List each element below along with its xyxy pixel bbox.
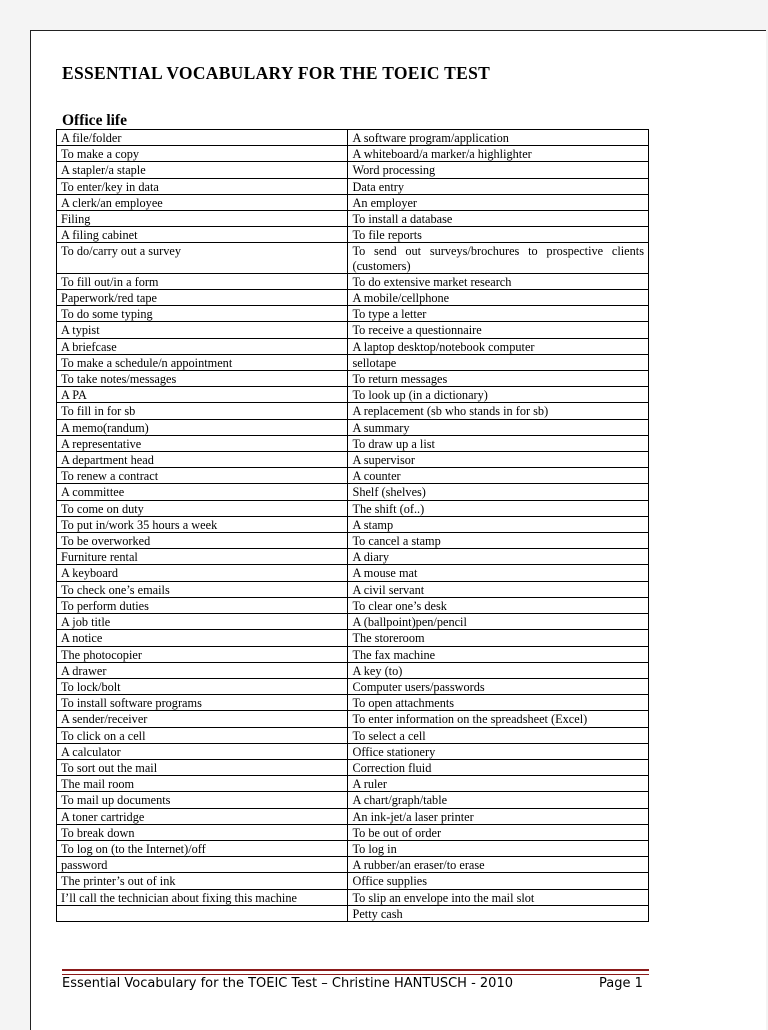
term-cell: A PA (57, 387, 348, 403)
table-row (57, 824, 649, 840)
term-cell-right: An ink-jet/a laser printer (348, 808, 649, 824)
table-row (57, 484, 649, 500)
footer-text: Essential Vocabulary for the TOEIC Test – Christine HANTUSCH - 2010 (62, 976, 513, 991)
table-row (57, 273, 649, 289)
term-cell-right: Data entry (348, 178, 649, 194)
term-cell-right: A laptop desktop/notebook computer (348, 338, 649, 354)
table-row (57, 419, 649, 435)
term-cell-right: To open attachments (348, 695, 649, 711)
table-row (57, 792, 649, 808)
table-row (57, 178, 649, 194)
term-cell-right: A software program/application (348, 130, 649, 146)
section-heading: Office life (62, 112, 127, 129)
table-row (57, 354, 649, 370)
table-row (57, 468, 649, 484)
vocabulary-table-body (57, 130, 649, 922)
table-row (57, 533, 649, 549)
vocabulary-table (56, 129, 649, 922)
term-cell: To click on a cell (57, 727, 348, 743)
term-cell-right: A ruler (348, 776, 649, 792)
term-cell: A clerk/an employee (57, 194, 348, 210)
term-cell-right: A mobile/cellphone (348, 290, 649, 306)
term-cell: To break down (57, 824, 348, 840)
table-row (57, 290, 649, 306)
term-cell-right: A diary (348, 549, 649, 565)
term-cell-right: Correction fluid (348, 759, 649, 775)
term-cell-right: Office stationery (348, 743, 649, 759)
term-cell: To make a schedule/n appointment (57, 354, 348, 370)
term-cell-right: A civil servant (348, 581, 649, 597)
term-cell-right: Word processing (348, 162, 649, 178)
term-cell: To do/carry out a survey (57, 243, 348, 273)
term-cell-right: To type a letter (348, 306, 649, 322)
term-cell-right: To clear one’s desk (348, 597, 649, 613)
table-row (57, 452, 649, 468)
term-cell: A memo(randum) (57, 419, 348, 435)
table-row (57, 146, 649, 162)
term-cell-right: sellotape (348, 354, 649, 370)
table-row (57, 646, 649, 662)
term-cell: A keyboard (57, 565, 348, 581)
term-cell: The photocopier (57, 646, 348, 662)
table-row (57, 227, 649, 243)
term-cell: To renew a contract (57, 468, 348, 484)
term-cell: To lock/bolt (57, 678, 348, 694)
term-cell: A committee (57, 484, 348, 500)
table-row (57, 243, 649, 273)
term-cell: To install software programs (57, 695, 348, 711)
term-cell-right: A chart/graph/table (348, 792, 649, 808)
term-cell: A drawer (57, 662, 348, 678)
term-cell-right: To look up (in a dictionary) (348, 387, 649, 403)
term-cell: To put in/work 35 hours a week (57, 516, 348, 532)
table-row (57, 662, 649, 678)
term-cell: To check one’s emails (57, 581, 348, 597)
term-cell-right: A summary (348, 419, 649, 435)
term-cell (57, 905, 348, 921)
term-cell: To log on (to the Internet)/off (57, 840, 348, 856)
term-cell: A file/folder (57, 130, 348, 146)
term-cell: password (57, 857, 348, 873)
term-cell: A department head (57, 452, 348, 468)
term-cell-right: A stamp (348, 516, 649, 532)
term-cell-right: Shelf (shelves) (348, 484, 649, 500)
table-row (57, 759, 649, 775)
term-cell: To be overworked (57, 533, 348, 549)
term-cell-right: A rubber/an eraser/to erase (348, 857, 649, 873)
footer-rule (62, 969, 649, 971)
table-row (57, 630, 649, 646)
term-cell-right: A mouse mat (348, 565, 649, 581)
term-cell-right: To do extensive market research (348, 273, 649, 289)
table-row (57, 857, 649, 873)
table-row (57, 435, 649, 451)
term-cell-right: A whiteboard/a marker/a highlighter (348, 146, 649, 162)
term-cell: The mail room (57, 776, 348, 792)
table-row (57, 614, 649, 630)
table-row (57, 322, 649, 338)
term-cell-right: Office supplies (348, 873, 649, 889)
term-cell-right: A supervisor (348, 452, 649, 468)
term-cell: A stapler/a staple (57, 162, 348, 178)
term-cell-right: The shift (of..) (348, 500, 649, 516)
term-cell: To enter/key in data (57, 178, 348, 194)
term-cell: To do some typing (57, 306, 348, 322)
table-row (57, 306, 649, 322)
table-row (57, 776, 649, 792)
term-cell-right: To receive a questionnaire (348, 322, 649, 338)
term-cell: A toner cartridge (57, 808, 348, 824)
term-cell: A typist (57, 322, 348, 338)
table-row (57, 711, 649, 727)
table-row (57, 500, 649, 516)
term-cell-right: To install a database (348, 211, 649, 227)
term-cell-right: The fax machine (348, 646, 649, 662)
table-row (57, 695, 649, 711)
term-cell-right: To select a cell (348, 727, 649, 743)
table-row (57, 905, 649, 921)
table-row (57, 194, 649, 210)
table-row (57, 743, 649, 759)
term-cell: A notice (57, 630, 348, 646)
term-cell-right: Petty cash (348, 905, 649, 921)
table-row (57, 338, 649, 354)
term-cell: Paperwork/red tape (57, 290, 348, 306)
table-row (57, 387, 649, 403)
term-cell-right: A key (to) (348, 662, 649, 678)
term-cell: A representative (57, 435, 348, 451)
term-cell-right: To slip an envelope into the mail slot (348, 889, 649, 905)
term-cell-right: A (ballpoint)pen/pencil (348, 614, 649, 630)
term-cell: A job title (57, 614, 348, 630)
table-row (57, 840, 649, 856)
table-row (57, 162, 649, 178)
term-cell: To take notes/messages (57, 371, 348, 387)
term-cell: A sender/receiver (57, 711, 348, 727)
table-row (57, 597, 649, 613)
term-cell-right: To send out surveys/brochures to prospective clients (customers) (348, 243, 649, 273)
term-cell: A briefcase (57, 338, 348, 354)
table-row (57, 211, 649, 227)
table-row (57, 516, 649, 532)
term-cell-right: To cancel a stamp (348, 533, 649, 549)
term-cell: I’ll call the technician about fixing this machine (57, 889, 348, 905)
term-cell-right: To draw up a list (348, 435, 649, 451)
table-row (57, 889, 649, 905)
term-cell: To fill in for sb (57, 403, 348, 419)
page-title: ESSENTIAL VOCABULARY FOR THE TOEIC TEST (62, 63, 491, 83)
table-row (57, 130, 649, 146)
term-cell: The printer’s out of ink (57, 873, 348, 889)
term-cell: To fill out/in a form (57, 273, 348, 289)
table-row (57, 565, 649, 581)
term-cell-right: To log in (348, 840, 649, 856)
term-cell-right: To enter information on the spreadsheet (Excel) (348, 711, 649, 727)
term-cell: To mail up documents (57, 792, 348, 808)
term-cell: A filing cabinet (57, 227, 348, 243)
table-row (57, 808, 649, 824)
term-cell-right: A replacement (sb who stands in for sb) (348, 403, 649, 419)
footer-rule-thin (62, 974, 649, 975)
term-cell: Filing (57, 211, 348, 227)
term-cell: Furniture rental (57, 549, 348, 565)
table-row (57, 581, 649, 597)
table-row (57, 678, 649, 694)
table-row (57, 549, 649, 565)
table-row (57, 371, 649, 387)
term-cell-right: To file reports (348, 227, 649, 243)
table-row (57, 873, 649, 889)
table-row (57, 727, 649, 743)
term-cell: To sort out the mail (57, 759, 348, 775)
page-number: Page 1 (599, 976, 643, 991)
term-cell-right: An employer (348, 194, 649, 210)
term-cell-right: The storeroom (348, 630, 649, 646)
term-cell: To make a copy (57, 146, 348, 162)
term-cell: To perform duties (57, 597, 348, 613)
term-cell: A calculator (57, 743, 348, 759)
term-cell-right: A counter (348, 468, 649, 484)
table-row (57, 403, 649, 419)
term-cell-right: To return messages (348, 371, 649, 387)
term-cell-right: Computer users/passwords (348, 678, 649, 694)
term-cell-right: To be out of order (348, 824, 649, 840)
term-cell: To come on duty (57, 500, 348, 516)
